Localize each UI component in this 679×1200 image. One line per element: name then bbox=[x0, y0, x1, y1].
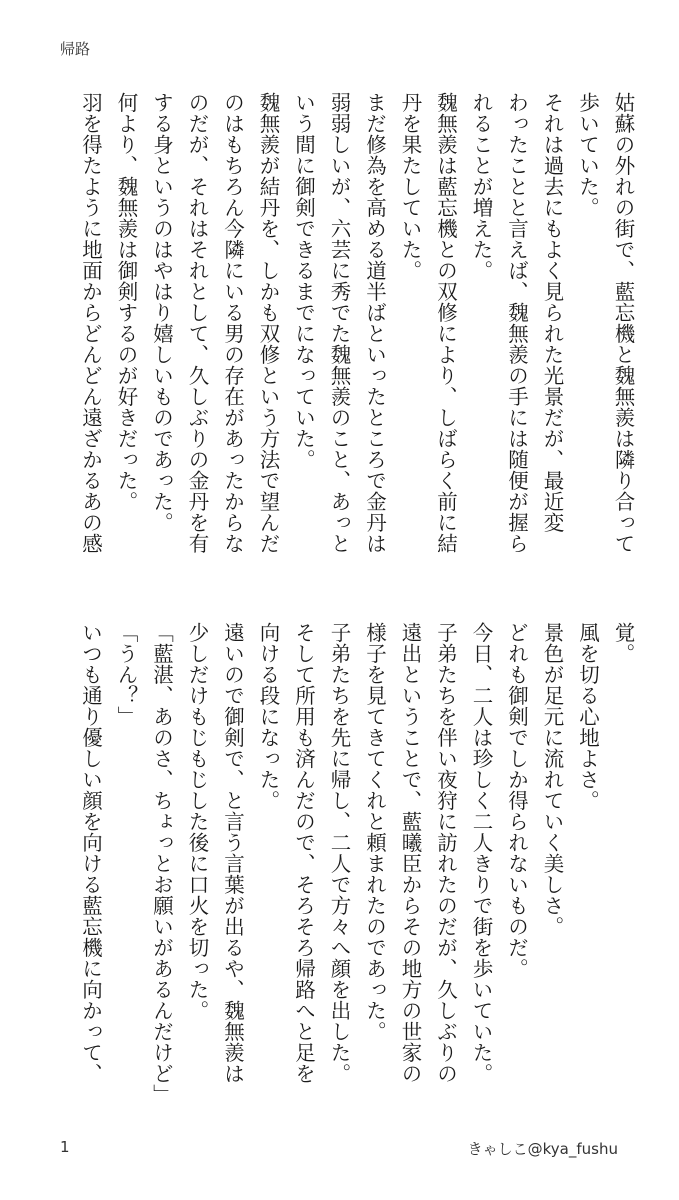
text-line: いう間に御剣できるまでになっていた。 bbox=[291, 92, 316, 470]
page-title: 帰路 bbox=[60, 40, 91, 58]
author-credit: きゃしこ@kya_fushu bbox=[467, 1140, 618, 1158]
text-line: 「うん？」 bbox=[114, 622, 138, 727]
page-number: 1 bbox=[60, 1138, 70, 1156]
text-line: 今日、二人は珍しく二人きりで街を歩いていた。 bbox=[469, 622, 493, 1084]
text-line: 「藍湛、あのさ、ちょっとお願いがあるんだけど」 bbox=[149, 622, 174, 1105]
text-line: 景色が足元に流れていく美しさ。 bbox=[540, 622, 564, 937]
text-line: 丹を果たしていた。 bbox=[398, 92, 422, 281]
text-line: 子弟たちを伴い夜狩に訪れたのだが、久しぶりの bbox=[433, 622, 458, 1084]
text-line: 歩いていた。 bbox=[575, 92, 600, 218]
text-line: いつも通り優しい顔を向ける藍忘機に向かって、 bbox=[78, 622, 103, 1084]
text-line: 覚。 bbox=[611, 622, 635, 664]
text-line: まだ修為を高める道半ばといったところで金丹は bbox=[362, 92, 387, 554]
text-line: 羽を得たように地面からどんどん遠ざかるあの感 bbox=[78, 92, 103, 554]
text-line: 向ける段になった。 bbox=[256, 622, 280, 811]
text-line: する身というのはやはり嬉しいものであった。 bbox=[149, 92, 174, 533]
text-line: のだが、それはそれとして、久しぶりの金丹を有 bbox=[185, 92, 209, 554]
text-line: 様子を見てきてくれと頼まれたのであった。 bbox=[362, 622, 387, 1042]
text-line: れることが増えた。 bbox=[469, 92, 493, 281]
text-line: 魏無羨が結丹を、しかも双修という方法で望んだ bbox=[256, 92, 280, 554]
text-line: のはもちろん今隣にいる男の存在があったからな bbox=[220, 92, 245, 554]
text-line: わったことと言えば、魏無羨の手には随便が握ら bbox=[504, 92, 529, 554]
text-line: そして所用も済んだので、そろそろ帰路へと足を bbox=[291, 622, 316, 1084]
body-text-lower bbox=[60, 622, 640, 1105]
text-line: 姑蘇の外れの街で、藍忘機と魏無羨は隣り合って bbox=[611, 92, 635, 554]
text-line: 子弟たちを先に帰し、二人で方々へ顔を出した。 bbox=[327, 622, 351, 1084]
text-line: それは過去にもよく見られた光景だが、最近変 bbox=[540, 92, 564, 533]
text-line: 少しだけもじもじした後に口火を切った。 bbox=[185, 622, 209, 1021]
text-line: 魏無羨は藍忘機との双修により、しばらく前に結 bbox=[433, 92, 458, 554]
text-line: 風を切る心地よさ。 bbox=[575, 622, 600, 811]
text-line: 弱弱しいが、六芸に秀でた魏無羨のこと、あっと bbox=[327, 92, 351, 554]
body-text-upper bbox=[60, 92, 640, 572]
text-line: 遠出ということで、藍曦臣からその地方の世家の bbox=[398, 622, 422, 1084]
text-line: 何より、魏無羨は御剣するのが好きだった。 bbox=[114, 92, 138, 512]
text-line: 遠いので御剣で、と言う言葉が出るや、魏無羨は bbox=[220, 622, 245, 1084]
text-line: どれも御剣でしか得られないものだ。 bbox=[504, 622, 529, 979]
